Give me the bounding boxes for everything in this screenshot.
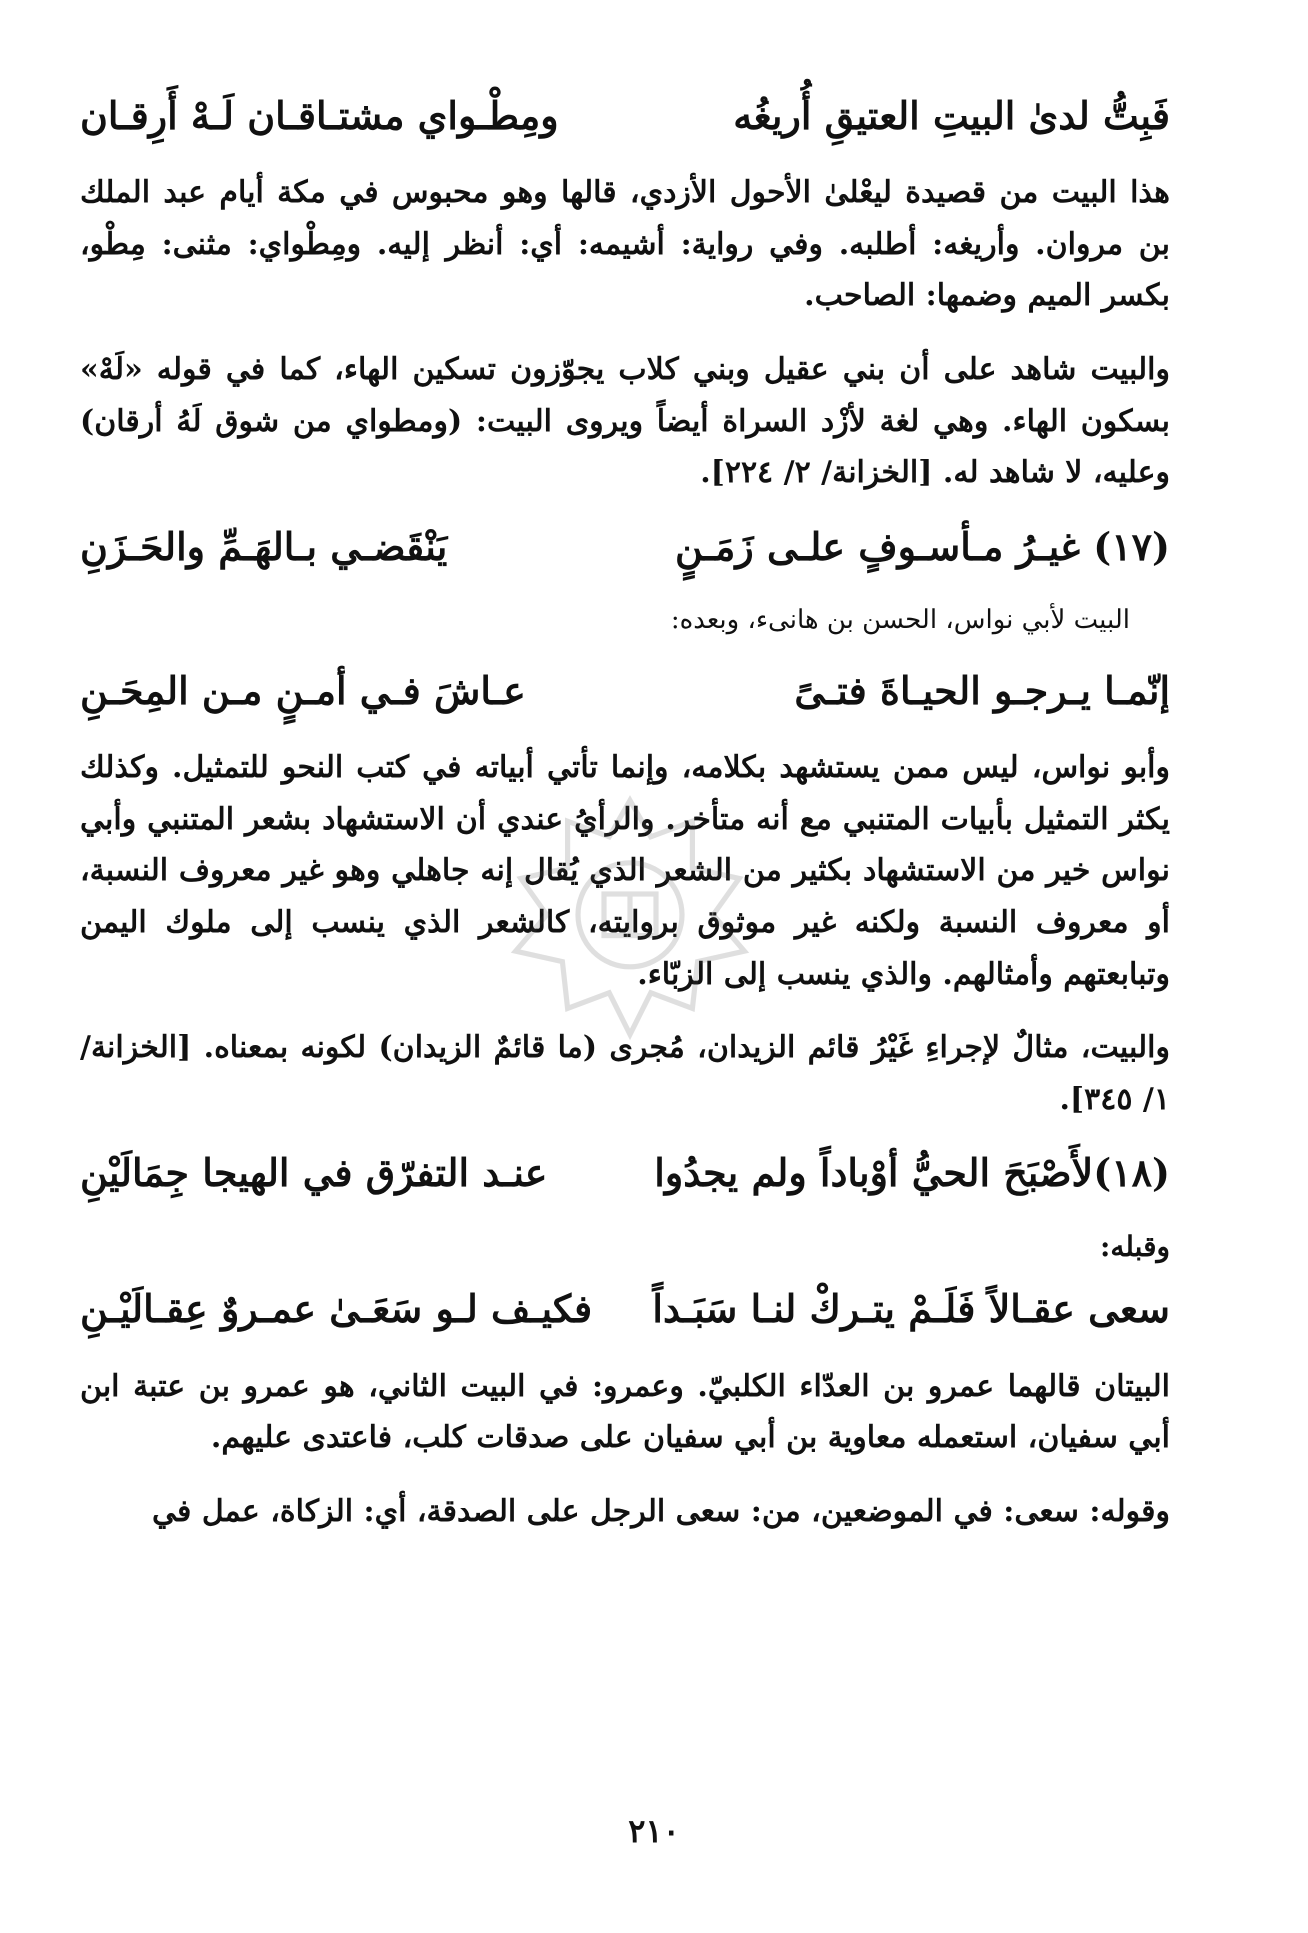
commentary-paragraph: هذا البيت من قصيدة ليعْلىٰ الأحول الأزدي، قالها وهو محبوس في مكة أيام عبد الملك بن مروان. وأريغه: أطلبه. وفي رواية: أشيمه: أي: أنظر إليه. ومِطْواي: مثنى: مِطْو، بكسر الميم وضمها: الصاحب.	[80, 175, 1170, 314]
page-number: ٢١٠	[628, 1812, 680, 1850]
preceding-verse-label: وقبله:	[1100, 1229, 1170, 1263]
verse-first-hemistich: سعى عقـالاً فَلَـمْ يتـركْ لنـا سَبَـداً	[652, 1286, 1170, 1332]
commentary-paragraph: وأبو نواس، ليس ممن يستشهد بكلامه، وإنما تأتي أبياته في كتب النحو للتمثيل. وكذلك يكثر التمثيل بأبيات المتنبي مع أنه متأخر. والرأيُ عندي أن الاستشهاد بشعر المتنبي وأبي نواس خير من الاستشهاد بكثير من الشعر الذي يُقال إنه جاهلي وهو غير معروف النسبة، أو معروف النسبة ولكنه غير موثوق بروايته، كالشعر الذي ينسب إلى ملوك اليمن وتبابعتهم وأمثالهم. والذي ينسب إلى الزبّاء.	[80, 750, 1170, 992]
verse-first-hemistich: (١٨)لأَصْبَحَ الحيُّ أوْباداً ولم يجدُوا	[654, 1150, 1170, 1196]
verse-second-hemistich: عـاشَ فـي أمـنٍ مـن المِحَـنِ	[80, 667, 526, 713]
verse-first-hemistich: (١٧) غيـرُ مـأسـوفٍ علـى زَمَـنٍ	[674, 523, 1170, 569]
document-page	[80, 90, 1170, 1560]
commentary-paragraph: والبيت شاهد على أن بني عقيل وبني كلاب يجوّزون تسكين الهاء، كما في قوله «لَهْ» بسكون الهاء. وهي لغة لأزْد السراة أيضاً ويروى البيت: (ومطواي من شوق لَهُ أرقان) وعليه، لا شاهد له. [الخزانة/ ٢/ ٢٢٤].	[80, 352, 1170, 491]
verse-second-hemistich: يَنْقَضـي بـالهَـمِّ والحَـزَنِ	[80, 523, 448, 569]
verse-line	[80, 90, 1170, 141]
commentary-paragraph: والبيت، مثالٌ لإجراءِ غَيْرُ قائم الزيدان، مُجرى (ما قائمٌ الزيدان) لكونه بمعناه. [الخزانة/ ١/ ٣٤٥].	[80, 1030, 1170, 1117]
verse-line	[80, 521, 1170, 572]
verse-second-hemistich: ومِطْـواي مشتـاقـان لَـهْ أَرِقـان	[80, 93, 559, 138]
verse-second-hemistich: فكيـف لـو سَعَـىٰ عمـروٌ عِقـالَيْـنِ	[80, 1286, 593, 1332]
commentary-paragraph: وقوله: سعى: في الموضعين، من: سعى الرجل على الصدقة، أي: الزكاة، عمل في	[152, 1493, 1170, 1529]
verse-line	[80, 1283, 1170, 1334]
verse-first-hemistich: إنّمـا يـرجـو الحيـاةَ فتـىً	[794, 667, 1170, 713]
verse-line	[80, 665, 1170, 716]
attribution-line: البيت لأبي نواس، الحسن بن هانىء، وبعده:	[670, 605, 1130, 636]
commentary-paragraph: البيتان قالهما عمرو بن العدّاء الكلبيّ. وعمرو: في البيت الثاني، هو عمرو بن عتبة ابن أبي سفيان، استعمله معاوية بن أبي سفيان على صدقات كلب، فاعتدى عليهم.	[80, 1368, 1170, 1456]
verse-first-hemistich: فَبِتُّ لدىٰ البيتِ العتيقِ أُريغُه	[733, 93, 1170, 138]
verse-line	[80, 1147, 1170, 1198]
verse-second-hemistich: عنـد التفرّق في الهيجا جِمَالَيْنِ	[80, 1150, 548, 1196]
